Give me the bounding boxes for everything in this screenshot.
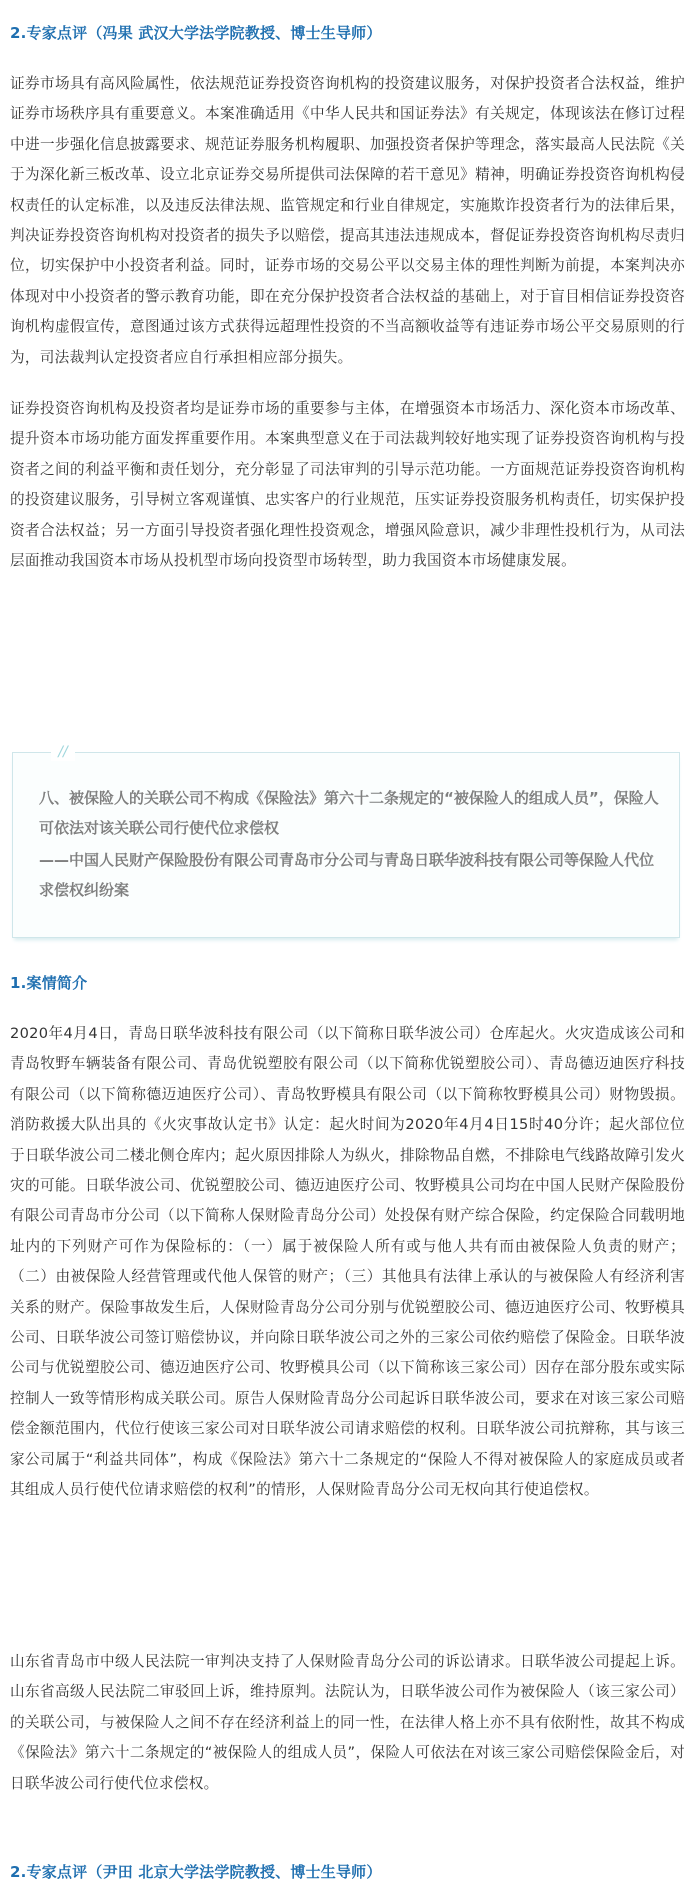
case-summary-heading: 1.案情简介: [10, 974, 88, 992]
case-title: 八、被保险人的关联公司不构成《保险法》第六十二条规定的“被保险人的组成人员”，保险人可依法对该关联公司行使代位求偿权: [39, 789, 659, 837]
expert-comment-heading-2: 2.专家点评（尹田 北京大学法学院教授、博士生导师）: [10, 1863, 382, 1881]
case-summary-paragraph-1: 2020年4月4日，青岛日联华波科技有限公司（以下简称日联华波公司）仓库起火。火灾造成该公司和青岛牧野车辆装备有限公司、青岛优锐塑胶有限公司（以下简称优锐塑胶公司）、青岛德迈迪医疗科技有限公司（以下简称德迈迪医疗公司）、青岛牧野模具有限公司（以下简称牧野模具公司）财物毁损。消防救援大队出具的《火灾事故认定书》认定：起火时间为2020年4月4日15时40分许；起火部位位于日联华波公司二楼北侧仓库内；起火原因排除人为纵火，排除物品自燃，不排除电气线路故障引发火灾的可能。日联华波公司、优锐塑胶公司、德迈迪医疗公司、牧野模具公司均在中国人民财产保险股份有限公司青岛市分公司（以下简称人保财险青岛分公司）处投保有财产综合保险，约定保险合同载明地址内的下列财产可作为保险标的：（一）属于被保险人所有或与他人共有而由被保险人负责的财产；（二）由被保险人经营管理或代他人保管的财产；（三）其他具有法律上承认的与被保险人有经济利害关系的财产。保险事故发生后，人保财险青岛分公司分别与优锐塑胶公司、德迈迪医疗公司、牧野模具公司、日联华波公司签订赔偿协议，并向除日联华波公司之外的三家公司依约赔偿了保险金。日联华波公司与优锐塑胶公司、德迈迪医疗公司、牧野模具公司（以下简称该三家公司）因存在部分股东或实际控制人一致等情形构成关联公司。原告人保财险青岛分公司起诉日联华波公司，要求在对该三家公司赔偿金额范围内，代位行使该三家公司对日联华波公司请求赔偿的权利。日联华波公司抗辩称，其与该三家公司属于“利益共同体”，构成《保险法》第六十二条规定的“保险人不得对被保险人的家庭成员或者其组成人员行使代位请求赔偿的权利”的情形，人保财险青岛分公司无权向其行使追偿权。: [10, 1025, 685, 1499]
case-title-box: [12, 744, 680, 938]
expert-comment-paragraph-1: 证券市场具有高风险属性，依法规范证券投资咨询机构的投资建议服务，对保护投资者合法权益，维护证券市场秩序具有重要意义。本案准确适用《中华人民共和国证券法》有关规定，体现该法在修订过程中进一步强化信息披露要求、规范证券服务机构履职、加强投资者保护等理念，落实最高人民法院《关于为深化新三板改革、设立北京证券交易所提供司法保障的若干意见》精神，明确证券投资咨询机构侵权责任的认定标准，以及违反法律法规、监管规定和行业自律规定，实施欺诈投资者行为的法律后果，判决证券投资咨询机构对投资者的损失予以赔偿，提高其违法违规成本，督促证券投资咨询机构尽责归位，切实保护中小投资者利益。同时，证券市场的交易公平以交易主体的理性判断为前提，本案判决亦体现对中小投资者的警示教育功能，即在充分保护投资者合法权益的基础上，对于盲目相信证券投资咨询机构虚假宣传，意图通过该方式获得远超理性投资的不当高额收益等有违证券市场公平交易原则的行为，司法裁判认定投资者应自行承担相应部分损失。: [10, 75, 685, 366]
case-summary-paragraph-2: 山东省青岛市中级人民法院一审判决支持了人保财险青岛分公司的诉讼请求。日联华波公司提起上诉。山东省高级人民法院二审驳回上诉，维持原判。法院认为，日联华波公司作为被保险人（该三家公司）的关联公司，与被保险人之间不存在经济利益上的同一性，在法律人格上亦不具有依附性，故其不构成《保险法》第六十二条规定的“被保险人的组成人员”，保险人可依法在对该三家公司赔偿保险金后，对日联华波公司行使代位求偿权。: [10, 1653, 685, 1792]
expert-comment-paragraph-2: 证券投资咨询机构及投资者均是证券市场的重要参与主体，在增强资本市场活力、深化资本市场改革、提升资本市场功能方面发挥重要作用。本案典型意义在于司法裁判较好地实现了证券投资咨询机构与投资者之间的利益平衡和责任划分，充分彰显了司法审判的引导示范功能。一方面规范证券投资咨询机构的投资建议服务，引导树立客观谨慎、忠实客户的行业规范，压实证券投资服务机构责任，切实保护投资者合法权益；另一方面引导投资者强化理性投资观念，增强风险意识，减少非理性投机行为，从司法层面推动我国资本市场从投机型市场向投资型市场转型，助力我国资本市场健康发展。: [10, 400, 685, 570]
quote-mark-icon: //: [51, 743, 75, 761]
case-subtitle: ——中国人民财产保险股份有限公司青岛市分公司与青岛日联华波科技有限公司等保险人代位求偿权纠纷案: [39, 851, 655, 899]
expert-comment-heading-1: 2.专家点评（冯果 武汉大学法学院教授、博士生导师）: [10, 24, 382, 42]
